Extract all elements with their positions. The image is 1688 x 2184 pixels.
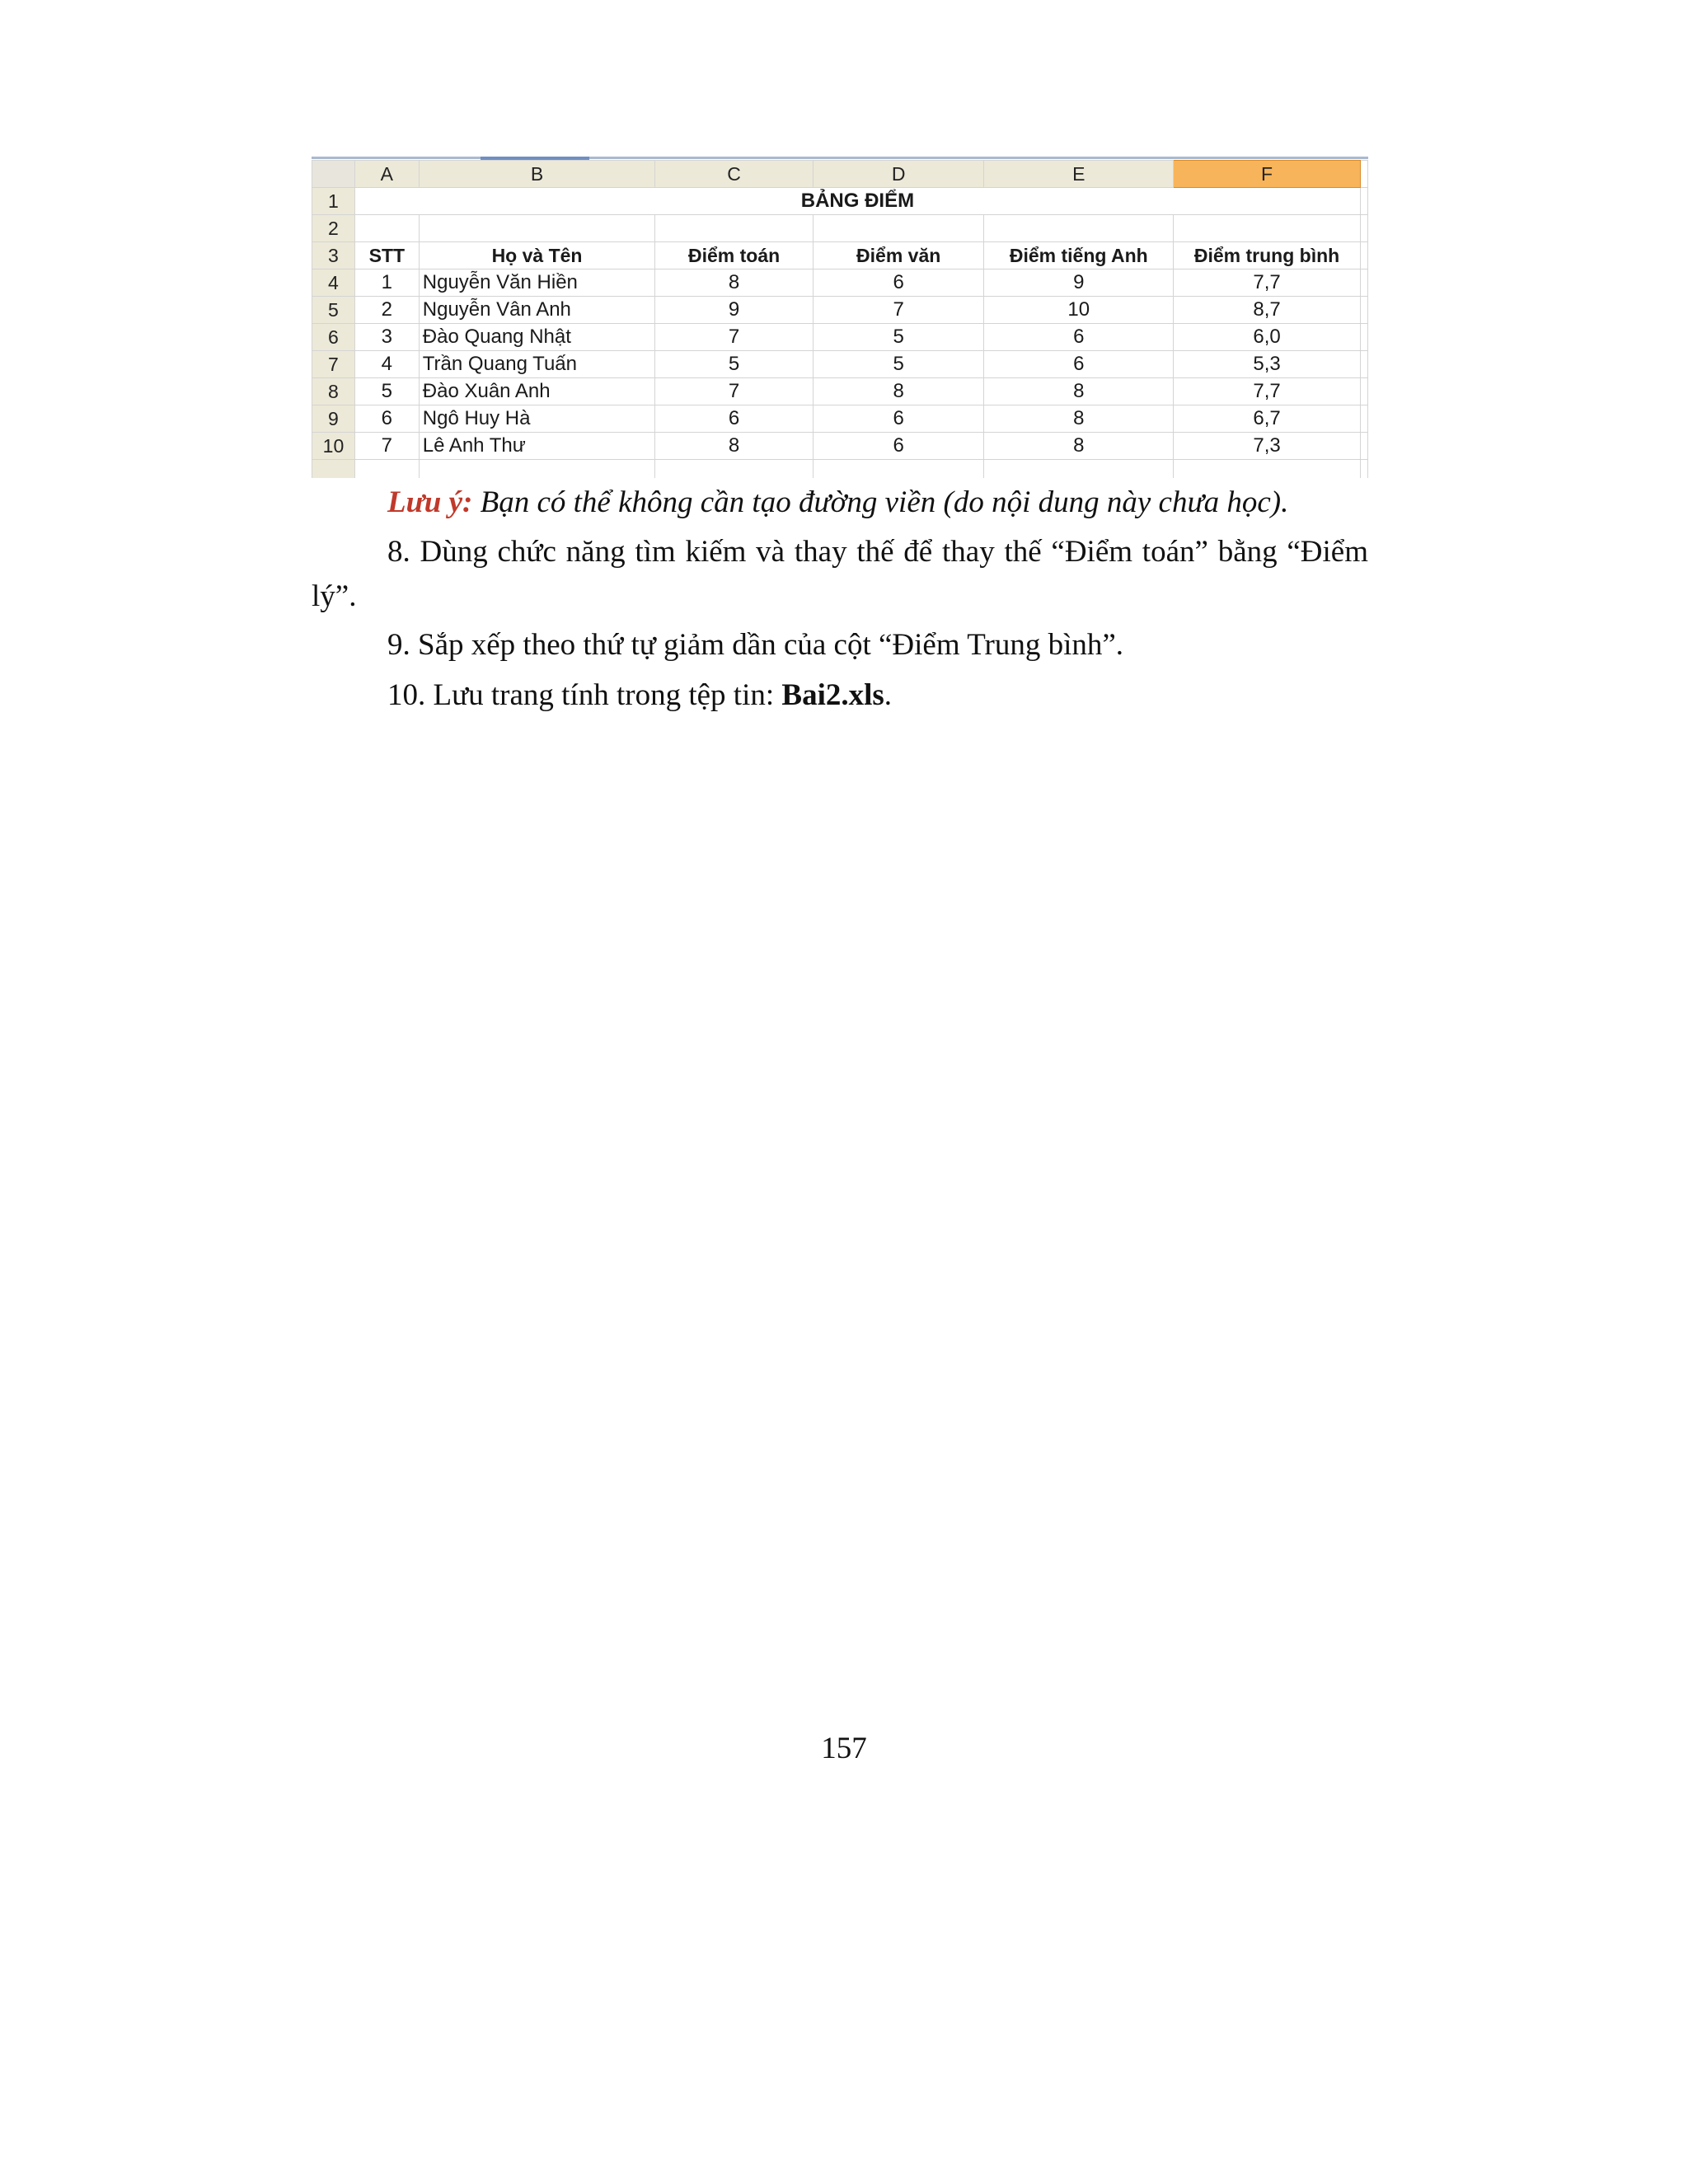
cell-math[interactable]: 5: [655, 351, 814, 378]
step-8: 8. Dùng chức năng tìm kiếm và thay thế để thay thế “Điểm toán” bằng “Điểm lý”.: [312, 535, 1368, 613]
sheet-row-2: [312, 215, 1368, 242]
header-cell-math[interactable]: Điểm toán: [655, 242, 814, 269]
grid-edge: [1360, 378, 1367, 405]
grid-edge: [1360, 405, 1367, 433]
note-paragraph: [387, 480, 1368, 525]
column-header-a[interactable]: A: [354, 161, 419, 188]
cell-name[interactable]: Trần Quang Tuấn: [419, 351, 655, 378]
cell-english[interactable]: 10: [984, 297, 1174, 324]
step-10-text: 10. Lưu trang tính trong tệp tin:: [387, 678, 782, 712]
row-header[interactable]: 10: [312, 433, 355, 460]
cell: [419, 460, 655, 479]
cell-name[interactable]: Ngô Huy Hà: [419, 405, 655, 433]
cell: [354, 460, 419, 479]
row-header-1[interactable]: 1: [312, 188, 355, 215]
cell-math[interactable]: 9: [655, 297, 814, 324]
grid-edge: [1360, 188, 1367, 215]
cell: [1174, 460, 1361, 479]
table-row: [312, 269, 1368, 297]
cell-english[interactable]: 6: [984, 351, 1174, 378]
cell-math[interactable]: 7: [655, 324, 814, 351]
cell-literature[interactable]: 6: [813, 405, 984, 433]
table-row: [312, 433, 1368, 460]
cell-literature[interactable]: 8: [813, 378, 984, 405]
table-row: [312, 405, 1368, 433]
grid-edge: [1360, 161, 1367, 188]
cell-math[interactable]: 8: [655, 433, 814, 460]
row-header[interactable]: 7: [312, 351, 355, 378]
header-cell-average[interactable]: Điểm trung bình: [1174, 242, 1361, 269]
cell-english[interactable]: 8: [984, 405, 1174, 433]
cell-literature[interactable]: 5: [813, 324, 984, 351]
cell: [655, 460, 814, 479]
column-header-f[interactable]: F: [1174, 161, 1361, 188]
cell-stt[interactable]: 2: [354, 297, 419, 324]
cell-english[interactable]: 8: [984, 433, 1174, 460]
grid-edge: [1360, 460, 1367, 479]
column-header-b[interactable]: B: [419, 161, 655, 188]
cell[interactable]: [984, 215, 1174, 242]
cell-stt[interactable]: 1: [354, 269, 419, 297]
header-cell-stt[interactable]: STT: [354, 242, 419, 269]
cell-average[interactable]: 7,3: [1174, 433, 1361, 460]
column-header-row: [312, 161, 1368, 188]
note-text: Bạn có thể không cần tạo đường viền (do nội dung này chưa học).: [472, 485, 1289, 519]
step-9: 9. Sắp xếp theo thứ tự giảm dần của cột “Điểm Trung bình”.: [387, 628, 1124, 662]
cell-english[interactable]: 6: [984, 324, 1174, 351]
cell[interactable]: [655, 215, 814, 242]
cell-average[interactable]: 6,0: [1174, 324, 1361, 351]
table-row: [312, 297, 1368, 324]
cell-average[interactable]: 7,7: [1174, 378, 1361, 405]
grid-edge: [1360, 215, 1367, 242]
cell-english[interactable]: 9: [984, 269, 1174, 297]
cell: [984, 460, 1174, 479]
cell-english[interactable]: 8: [984, 378, 1174, 405]
cell-name[interactable]: Nguyễn Vân Anh: [419, 297, 655, 324]
cell-average[interactable]: 5,3: [1174, 351, 1361, 378]
step-10: [387, 673, 1368, 718]
table-row: [312, 351, 1368, 378]
grid-edge: [1360, 324, 1367, 351]
cell: [813, 460, 984, 479]
row-header[interactable]: 5: [312, 297, 355, 324]
grid-edge: [1360, 269, 1367, 297]
header-cell-literature[interactable]: Điểm văn: [813, 242, 984, 269]
cell-literature[interactable]: 6: [813, 269, 984, 297]
cell-literature[interactable]: 6: [813, 433, 984, 460]
spreadsheet-grid: [312, 160, 1368, 478]
grid-edge: [1360, 297, 1367, 324]
step-10-end: .: [884, 678, 893, 712]
column-header-d[interactable]: D: [813, 161, 984, 188]
cell-name[interactable]: Lê Anh Thư: [419, 433, 655, 460]
row-header[interactable]: 6: [312, 324, 355, 351]
grid-edge: [1360, 242, 1367, 269]
step-10-filename: Bai2.xls: [781, 678, 884, 712]
header-cell-english[interactable]: Điểm tiếng Anh: [984, 242, 1174, 269]
cell-name[interactable]: Đào Quang Nhật: [419, 324, 655, 351]
row-header[interactable]: 8: [312, 378, 355, 405]
row-header-partial: [312, 460, 355, 479]
table-row: [312, 378, 1368, 405]
cell-math[interactable]: 6: [655, 405, 814, 433]
cell[interactable]: [813, 215, 984, 242]
cell-stt[interactable]: 3: [354, 324, 419, 351]
page-number: 157: [821, 1732, 867, 1765]
partial-row: [312, 460, 1368, 479]
cell[interactable]: [1174, 215, 1361, 242]
cell-name[interactable]: Đào Xuân Anh: [419, 378, 655, 405]
cell-stt[interactable]: 6: [354, 405, 419, 433]
cell[interactable]: [354, 215, 419, 242]
cell-average[interactable]: 8,7: [1174, 297, 1361, 324]
cell-math[interactable]: 8: [655, 269, 814, 297]
grid-edge: [1360, 433, 1367, 460]
grid-edge: [1360, 351, 1367, 378]
note-label: Lưu ý:: [387, 485, 473, 519]
table-row: [312, 324, 1368, 351]
sheet-row-1: [312, 188, 1368, 215]
row-header[interactable]: 9: [312, 405, 355, 433]
cell-name[interactable]: Nguyễn Văn Hiền: [419, 269, 655, 297]
cell-average[interactable]: 6,7: [1174, 405, 1361, 433]
column-header-c[interactable]: C: [655, 161, 814, 188]
cell-average[interactable]: 7,7: [1174, 269, 1361, 297]
cell-stt[interactable]: 5: [354, 378, 419, 405]
cell[interactable]: [419, 215, 655, 242]
row-header-3[interactable]: 3: [312, 242, 355, 269]
sheet-title-cell[interactable]: BẢNG ĐIỂM: [354, 188, 1360, 215]
spreadsheet-screenshot: [312, 157, 1368, 478]
column-header-e[interactable]: E: [984, 161, 1174, 188]
select-all-corner[interactable]: [312, 161, 355, 188]
cell-stt[interactable]: 7: [354, 433, 419, 460]
cell-literature[interactable]: 5: [813, 351, 984, 378]
header-cell-name[interactable]: Họ và Tên: [419, 242, 655, 269]
row-header[interactable]: 4: [312, 269, 355, 297]
cell-math[interactable]: 7: [655, 378, 814, 405]
cell-stt[interactable]: 4: [354, 351, 419, 378]
toolbar-edge: [312, 157, 1368, 159]
row-header-2[interactable]: 2: [312, 215, 355, 242]
sheet-row-3: [312, 242, 1368, 269]
cell-literature[interactable]: 7: [813, 297, 984, 324]
